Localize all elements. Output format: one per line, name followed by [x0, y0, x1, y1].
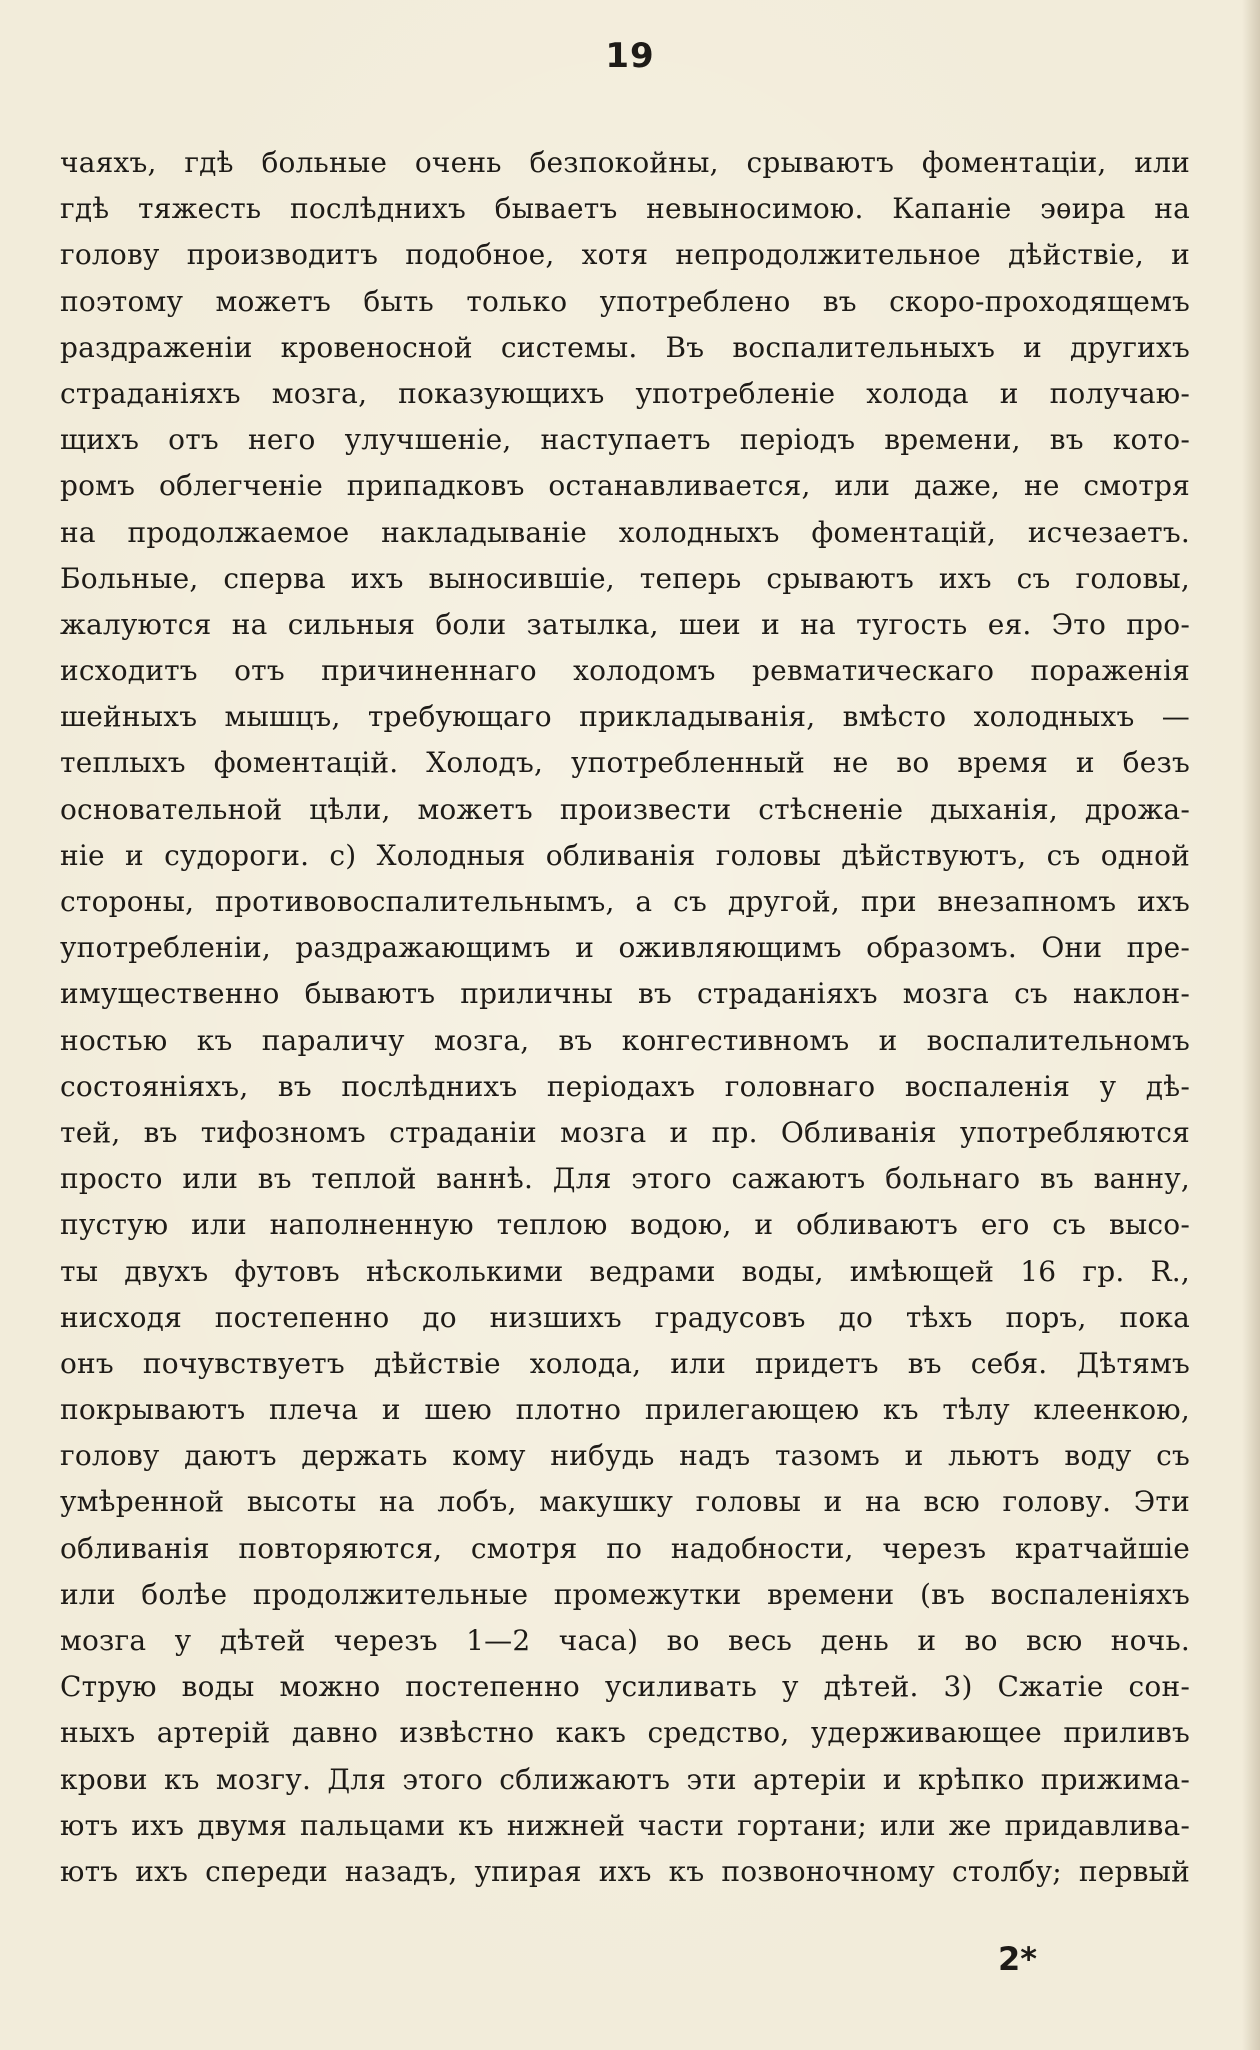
text-line: Больные, сперва ихъ выносившіе, теперь срываютъ ихъ съ головы, — [60, 561, 1190, 595]
text-line: ютъ ихъ спереди назадъ, упирая ихъ къ позвоночному столбу; первый — [60, 1854, 1190, 1888]
text-line: голову производитъ подобное, хотя непродолжительное дѣйствіе, и — [60, 238, 1190, 272]
text-line: ностью къ параличу мозга, въ конгестивномъ и воспалительномъ — [60, 1023, 1190, 1057]
text-line: исходитъ отъ причиненнаго холодомъ ревматическаго пораженія — [60, 654, 1190, 688]
text-line: поэтому можетъ быть только употреблено въ скоро-проходящемъ — [60, 284, 1190, 318]
signature-mark: 2* — [998, 1940, 1037, 1978]
text-line: обливанія повторяются, смотря по надобности, черезъ кратчайшіе — [60, 1531, 1190, 1565]
text-line: страданіяхъ мозга, показующихъ употребленіе холода и получаю- — [60, 376, 1190, 410]
text-line: покрываютъ плеча и шею плотно прилегающею къ тѣлу клеенкою, — [60, 1393, 1190, 1427]
text-line: чаяхъ, гдѣ больные очень безпокойны, срываютъ фоментаціи, или — [60, 146, 1190, 179]
text-line: ютъ ихъ двумя пальцами къ нижней части гортани; или же придавлива- — [60, 1808, 1190, 1842]
text-line: онъ почувствуетъ дѣйствіе холода, или придетъ въ себя. Дѣтямъ — [60, 1346, 1190, 1380]
text-line: нисходя постепенно до низшихъ градусовъ до тѣхъ поръ, пока — [60, 1300, 1190, 1334]
text-line: ніе и судороги. с) Холодныя обливанія головы дѣйствуютъ, съ одной — [60, 838, 1190, 872]
text-line: просто или въ теплой ваннѣ. Для этого сажаютъ больнаго въ ванну, — [60, 1162, 1190, 1196]
text-line: умѣренной высоты на лобъ, макушку головы и на всю голову. Эти — [60, 1485, 1190, 1519]
body-text — [60, 140, 1190, 1895]
text-line: мозга у дѣтей черезъ 1—2 часа) во весь день и во всю ночь. — [60, 1624, 1190, 1657]
text-line: ромъ облегченіе припадковъ останавливается, или даже, не смотря — [60, 469, 1190, 503]
text-line: ныхъ артерій давно извѣстно какъ средство, удерживающее приливъ — [60, 1716, 1190, 1750]
text-line: имущественно бываютъ приличны въ страданіяхъ мозга съ наклон- — [60, 977, 1190, 1011]
text-line: тей, въ тифозномъ страданіи мозга и пр. Обливанія употребляются — [60, 1115, 1190, 1149]
text-line: стороны, противовоспалительнымъ, а съ другой, при внезапномъ ихъ — [60, 885, 1190, 918]
page-edge-shadow — [1242, 0, 1260, 2050]
text-line: голову даютъ держать кому нибудь надъ тазомъ и льютъ воду съ — [60, 1439, 1190, 1473]
text-line: Струю воды можно постепенно усиливать у дѣтей. 3) Сжатіе сон- — [60, 1670, 1190, 1704]
text-line: щихъ отъ него улучшеніе, наступаетъ періодъ времени, въ кото- — [60, 423, 1190, 457]
text-line: основательной цѣли, можетъ произвести стѣсненіе дыханія, дрожа- — [60, 792, 1190, 826]
text-line: крови къ мозгу. Для этого сближаютъ эти артеріи и крѣпко прижима- — [60, 1762, 1190, 1796]
text-line: ты двухъ футовъ нѣсколькими ведрами воды, имѣющей 16 гр. R., — [60, 1254, 1190, 1288]
text-line: пустую или наполненную теплою водою, и обливаютъ его съ высо- — [60, 1208, 1190, 1242]
text-line: на продолжаемое накладываніе холодныхъ фоментацій, исчезаетъ. — [60, 515, 1190, 549]
text-line: употребленіи, раздражающимъ и оживляющимъ образомъ. Они пре- — [60, 931, 1190, 965]
text-line: или болѣе продолжительные промежутки времени (въ воспаленіяхъ — [60, 1577, 1190, 1611]
text-line: жалуются на сильныя боли затылка, шеи и на тугость ея. Это про- — [60, 607, 1190, 641]
text-line: шейныхъ мышцъ, требующаго прикладыванія, вмѣсто холодныхъ — — [60, 700, 1190, 734]
text-line: раздраженіи кровеносной системы. Въ воспалительныхъ и другихъ — [60, 330, 1190, 364]
text-line: теплыхъ фоментацій. Холодъ, употребленный не во время и безъ — [60, 746, 1190, 780]
text-line: гдѣ тяжесть послѣднихъ бываетъ невыносимою. Капаніе эѳира на — [60, 192, 1190, 226]
page-number: 19 — [605, 36, 655, 76]
text-line: состояніяхъ, въ послѣднихъ періодахъ головнаго воспаленія у дѣ- — [60, 1069, 1190, 1103]
